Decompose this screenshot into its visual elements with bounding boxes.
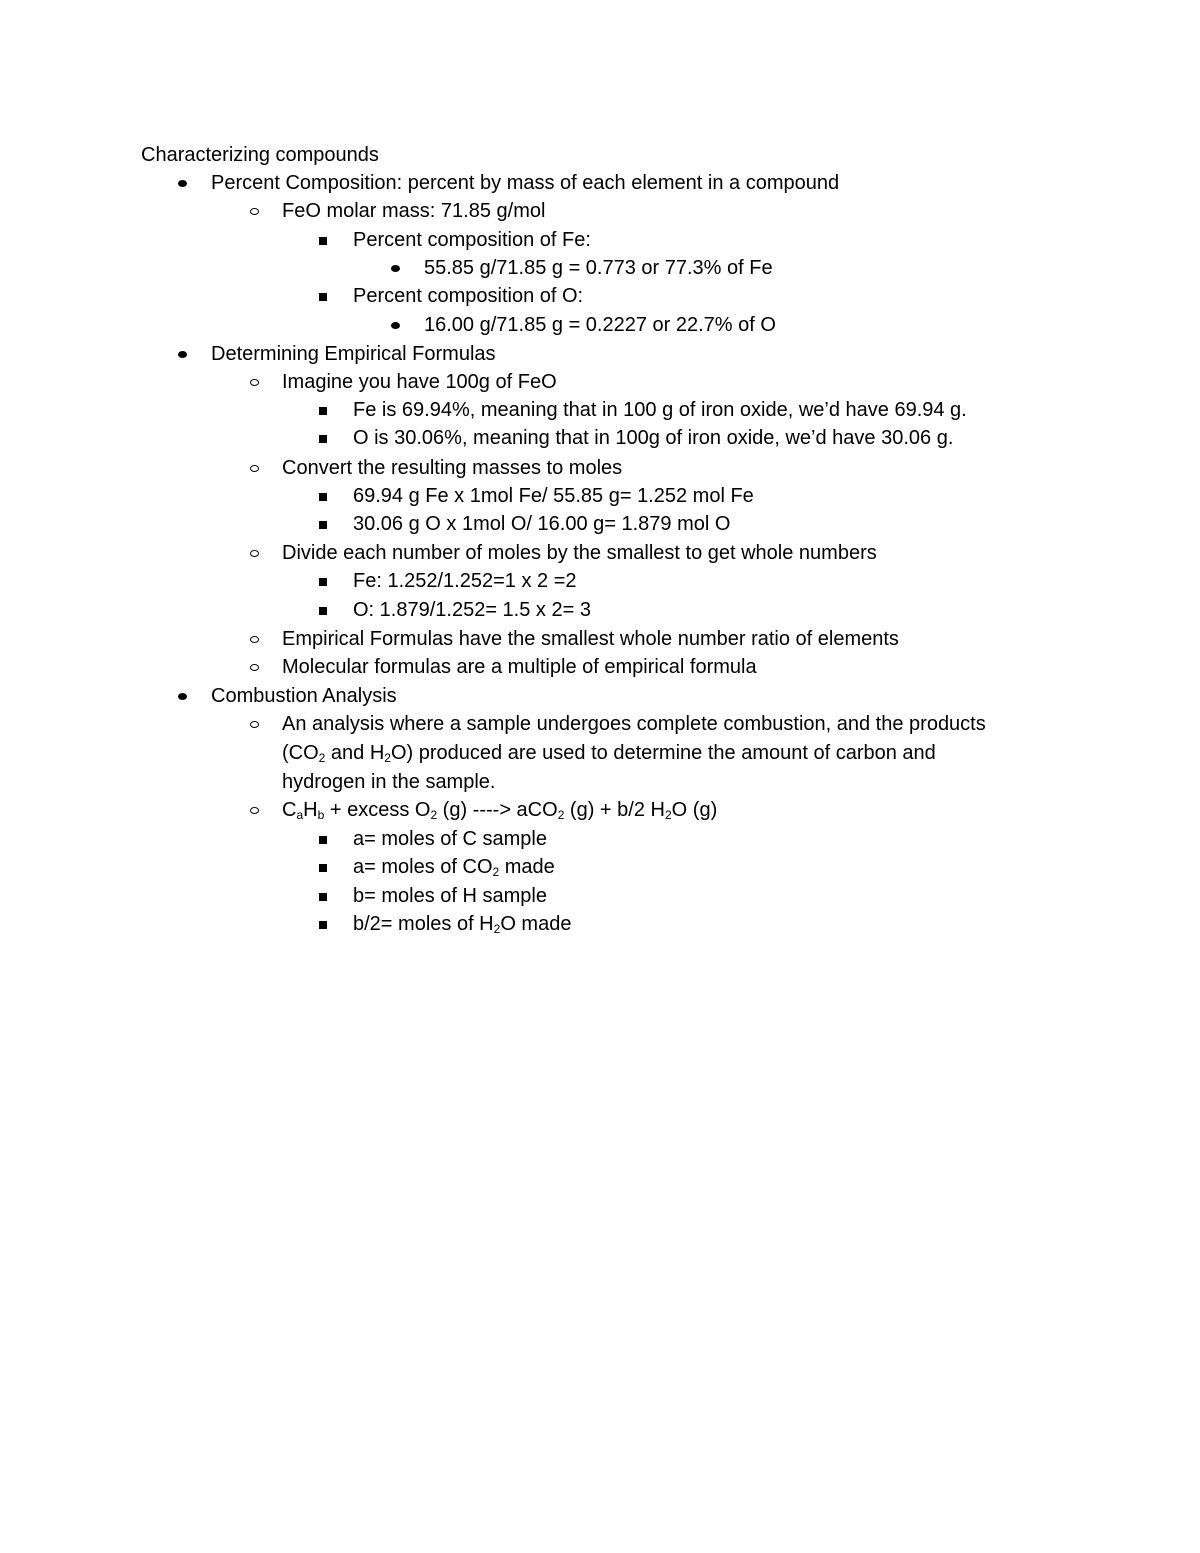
document-page: Characterizing compounds Percent Composition: percent by mass of each element in a compound FeO molar mass: 71.85 g/mol Percent composition of Fe: 55.85 g/71.85 g = 0.773 or 77.3% of Fe Percent composition of O: 16.00 g/71.85 g = 0.2227 or 22.7% of O Determining Empirical Formulas Imagine you have 100g of FeO Fe is 69.94%, meaning that in 100 g of iron oxide, we’d have 69.94 g. O is 30.06%, meaning that in 100g of iron oxide, we’d have 30.06 g. Convert the resulting masses to moles 69.94 g Fe x 1mol Fe/ 55.85 g= 1.252 mol Fe 30.06 g O x 1mol O/ 16.00 g= 1.879 mol O Divide each number of moles by the smallest to get whole numbers Fe: 1.252/1.252=1 x 2 =2 O: 1.879/1.252= 1.5 x 2= 3 Empirical Formulas have the smallest whole number ratio of elements Molecular formulas are a multiple of empirical formula Combustion Analysis An analysis where a sample undergoes complete combustion, and the products ($CO_2$ and $H_2O$) produced are used to determine the amount of carbon and hydrogen in the sample. $C_aH_b$ + excess $O_2$ (g) ----> aCO$_2$ (g) + b/2 $H_2O$ (g) a= moles of C sample a= moles of $CO_2$ made b= moles of H sample b/2= moles of $H_2O$ made	[0, 0, 1200, 1553]
hollow-circle-bullet-icon	[248, 653, 262, 681]
square-bullet-icon	[316, 510, 330, 538]
square-bullet-icon	[316, 282, 330, 310]
combustion-description-line-2: ($CO_2$ and $H_2O$) produced are used to determine the amount of carbon and	[282, 742, 936, 765]
square-bullet-icon	[316, 226, 330, 254]
hollow-circle-bullet-icon	[248, 625, 262, 653]
filled-dot-bullet-icon	[389, 254, 403, 282]
square-bullet-icon	[316, 482, 330, 510]
filled-dot-bullet-icon	[176, 169, 190, 197]
square-bullet-icon	[316, 596, 330, 624]
square-bullet-icon	[316, 910, 330, 938]
page-title: Characterizing compounds	[141, 144, 379, 166]
combustion-description-line-3: hydrogen in the sample.	[282, 771, 496, 793]
hollow-circle-bullet-icon	[248, 197, 262, 225]
filled-dot-bullet-icon	[176, 340, 190, 368]
hollow-circle-bullet-icon	[248, 539, 262, 567]
hollow-circle-bullet-icon	[248, 368, 262, 396]
hollow-circle-bullet-icon	[248, 796, 262, 824]
square-bullet-icon	[316, 396, 330, 424]
hollow-circle-bullet-icon	[248, 710, 262, 738]
square-bullet-icon	[316, 567, 330, 595]
square-bullet-icon	[316, 825, 330, 853]
hollow-circle-bullet-icon	[248, 454, 262, 482]
combustion-equation: $C_aH_b$ + excess $O_2$ (g) ----> aCO$_2$ (g) + b/2 $H_2O$ (g)	[282, 799, 718, 822]
square-bullet-icon	[316, 424, 330, 452]
filled-dot-bullet-icon	[389, 311, 403, 339]
filled-dot-bullet-icon	[176, 682, 190, 710]
square-bullet-icon	[316, 882, 330, 910]
square-bullet-icon	[316, 853, 330, 881]
